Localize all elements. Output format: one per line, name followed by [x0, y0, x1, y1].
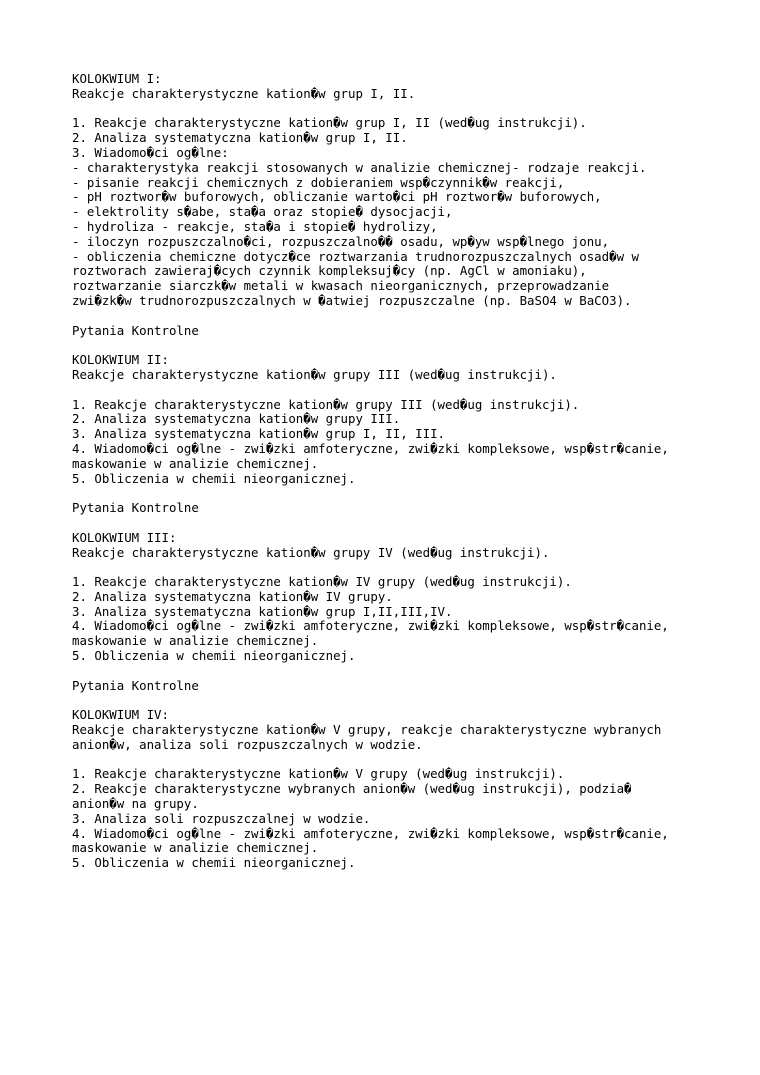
- blank-line: [72, 560, 732, 575]
- text-line: maskowanie w analizie chemicznej.: [72, 455, 319, 471]
- text-line: KOLOKWIUM III:: [72, 529, 177, 545]
- text-line: - pisanie reakcji chemicznych z dobieraniem wsp�czynnik�w reakcji,: [72, 174, 565, 190]
- text-line: Pytania Kontrolne: [72, 322, 199, 338]
- blank-line: [72, 693, 732, 708]
- text-line: - iloczyn rozpuszczalno�ci, rozpuszczalno�� osadu, wp�yw wsp�lnego jonu,: [72, 233, 610, 249]
- blank-line: [72, 664, 732, 679]
- blank-line: [72, 516, 732, 531]
- blank-line: [72, 102, 732, 117]
- text-line: 1. Reakcje charakterystyczne kation�w V grupy (wed�ug instrukcji).: [72, 766, 565, 782]
- text-line: 5. Obliczenia w chemii nieorganicznej.: [72, 855, 356, 871]
- blank-line: [72, 486, 732, 501]
- text-line: - obliczenia chemiczne dotycz�ce roztwarzania trudnorozpuszczalnych osad�w w: [72, 248, 639, 264]
- text-line: 5. Obliczenia w chemii nieorganicznej.: [72, 648, 356, 664]
- text-line: 1. Reakcje charakterystyczne kation�w grup I, II (wed�ug instrukcji).: [72, 115, 587, 131]
- text-line: - charakterystyka reakcji stosowanych w analizie chemicznej- rodzaje reakcji.: [72, 159, 647, 175]
- blank-line: [72, 309, 732, 324]
- text-line: 3. Analiza systematyczna kation�w grup I, II, III.: [72, 426, 445, 442]
- text-line: maskowanie w analizie chemicznej.: [72, 633, 319, 649]
- text-line: roztworach zawieraj�cych czynnik kompleksuj�cy (np. AgCl w amoniaku),: [72, 263, 587, 279]
- text-line: 2. Analiza systematyczna kation�w grupy III.: [72, 411, 401, 427]
- document-text: [72, 72, 732, 871]
- text-line: Reakcje charakterystyczne kation�w grup I, II.: [72, 85, 416, 101]
- text-line: 2. Reakcje charakterystyczne wybranych anion�w (wed�ug instrukcji), podzia�: [72, 781, 632, 797]
- text-line: 1. Reakcje charakterystyczne kation�w IV grupy (wed�ug instrukcji).: [72, 574, 572, 590]
- text-line: roztwarzanie siarczk�w metali w kwasach nieorganicznych, przeprowadzanie: [72, 278, 610, 294]
- text-line: zwi�zk�w trudnorozpuszczalnych w �atwiej rozpuszczalne (np. BaSO4 w BaCO3).: [72, 292, 632, 308]
- text-line: 4. Wiadomo�ci og�lne - zwi�zki amfoteryczne, zwi�zki kompleksowe, wsp�str�canie,: [72, 825, 669, 841]
- text-line: 3. Wiadomo�ci og�lne:: [72, 144, 229, 160]
- text-line: 3. Analiza soli rozpuszczalnej w wodzie.: [72, 810, 371, 826]
- text-line: 3. Analiza systematyczna kation�w grup I,II,III,IV.: [72, 603, 453, 619]
- text-line: 2. Analiza systematyczna kation�w grup I, II.: [72, 130, 408, 146]
- text-line: anion�w na grupy.: [72, 796, 199, 812]
- text-line: - hydroliza - reakcje, sta�a i stopie� hydrolizy,: [72, 218, 438, 234]
- text-line: KOLOKWIUM I:: [72, 71, 162, 86]
- text-line: 1. Reakcje charakterystyczne kation�w grupy III (wed�ug instrukcji).: [72, 396, 580, 412]
- text-line: KOLOKWIUM IV:: [72, 707, 169, 723]
- text-line: 4. Wiadomo�ci og�lne - zwi�zki amfoteryczne, zwi�zki kompleksowe, wsp�str�canie,: [72, 440, 669, 456]
- blank-line: [72, 383, 732, 398]
- text-line: 2. Analiza systematyczna kation�w IV grupy.: [72, 588, 393, 604]
- text-line: maskowanie w analizie chemicznej.: [72, 840, 319, 856]
- text-line: anion�w, analiza soli rozpuszczalnych w wodzie.: [72, 736, 423, 752]
- blank-line: [72, 753, 732, 768]
- blank-line: [72, 338, 732, 353]
- text-line: 4. Wiadomo�ci og�lne - zwi�zki amfoteryczne, zwi�zki kompleksowe, wsp�str�canie,: [72, 618, 669, 634]
- text-line: KOLOKWIUM II:: [72, 352, 169, 368]
- text-line: Reakcje charakterystyczne kation�w grupy IV (wed�ug instrukcji).: [72, 544, 550, 560]
- text-line: Pytania Kontrolne: [72, 500, 199, 516]
- text-line: Pytania Kontrolne: [72, 677, 199, 693]
- text-line: Reakcje charakterystyczne kation�w grupy III (wed�ug instrukcji).: [72, 366, 557, 382]
- text-line: - elektrolity s�abe, sta�a oraz stopie� dysocjacji,: [72, 204, 453, 220]
- text-line: - pH roztwor�w buforowych, obliczanie warto�ci pH roztwor�w buforowych,: [72, 189, 602, 205]
- text-line: 5. Obliczenia w chemii nieorganicznej.: [72, 470, 356, 486]
- text-line: Reakcje charakterystyczne kation�w V grupy, reakcje charakterystyczne wybranych: [72, 722, 662, 738]
